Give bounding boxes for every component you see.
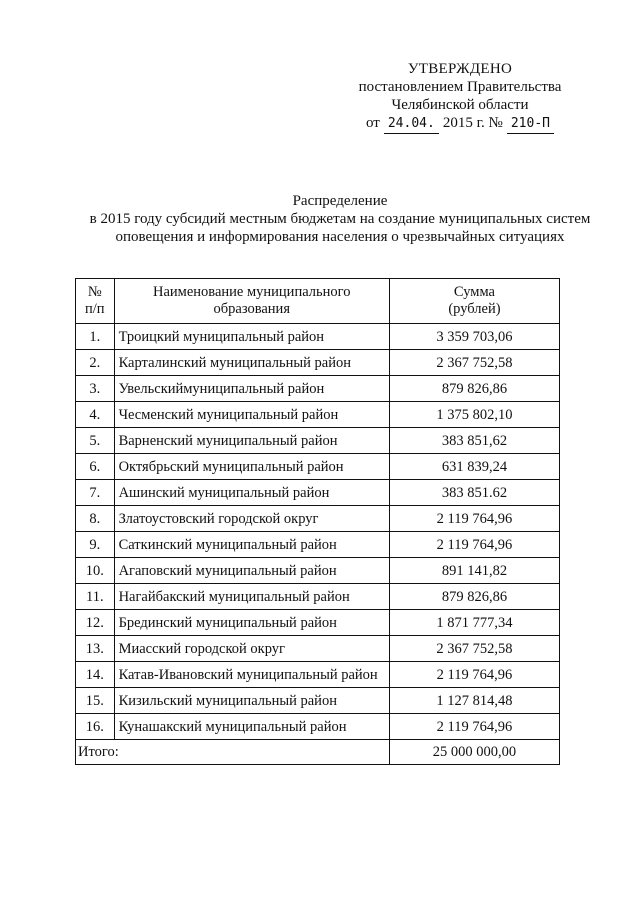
header-sum-line-1: Сумма <box>453 284 495 300</box>
row-num: 14. <box>76 662 115 688</box>
total-label: Итого: <box>76 740 390 765</box>
row-name: Октябрьский муниципальный район <box>114 454 389 480</box>
approval-number: 210-П <box>507 115 554 134</box>
table-row <box>76 636 560 662</box>
row-name: Златоустовский городской округ <box>114 506 389 532</box>
row-name: Варненский муниципальный район <box>114 428 389 454</box>
row-num: 10. <box>76 558 115 584</box>
row-num: 8. <box>76 506 115 532</box>
row-num: 15. <box>76 688 115 714</box>
row-num: 6. <box>76 454 115 480</box>
row-num: 7. <box>76 480 115 506</box>
table-row <box>76 662 560 688</box>
approval-line-1: постановлением Правительства <box>358 79 562 95</box>
header-num-line-1: № <box>87 284 102 300</box>
header-name-line-2: образования <box>213 301 290 317</box>
table-row <box>76 610 560 636</box>
table-row <box>76 350 560 376</box>
row-sum: 1 127 814,48 <box>389 688 559 714</box>
date-prefix: от <box>366 115 380 131</box>
row-name: Троицкий муниципальный район <box>114 324 389 350</box>
year-suffix: 2015 г. № <box>442 115 503 131</box>
row-sum: 1 375 802,10 <box>389 402 559 428</box>
heading-line-2: в 2015 году субсидий местным бюджетам на создание муниципальных систем <box>89 211 591 227</box>
header-name-line-1: Наименование муниципального <box>153 284 351 300</box>
table-row <box>76 714 560 740</box>
row-sum: 383 851.62 <box>389 480 559 506</box>
table-row <box>76 376 560 402</box>
table-row <box>76 324 560 350</box>
heading-line-3: оповещения и информирования населения о чрезвычайных ситуациях <box>115 229 565 245</box>
row-name: Миасский городской округ <box>114 636 389 662</box>
row-num: 2. <box>76 350 115 376</box>
subsidy-table <box>75 278 560 765</box>
row-num: 16. <box>76 714 115 740</box>
row-num: 12. <box>76 610 115 636</box>
row-sum: 2 119 764,96 <box>389 506 559 532</box>
row-num: 5. <box>76 428 115 454</box>
row-sum: 879 826,86 <box>389 376 559 402</box>
row-name: Катав-Ивановский муниципальный район <box>114 662 389 688</box>
table-row <box>76 688 560 714</box>
table-header-row <box>76 279 560 324</box>
approval-stamp <box>330 60 590 134</box>
heading-line-1: Распределение <box>292 193 388 209</box>
header-num-line-2: п/п <box>85 301 105 317</box>
table-row <box>76 402 560 428</box>
header-sum-line-2: (рублей) <box>448 301 501 317</box>
row-name: Карталинский муниципальный район <box>114 350 389 376</box>
row-sum: 631 839,24 <box>389 454 559 480</box>
header-sum <box>389 279 559 324</box>
approval-line-2: Челябинской области <box>391 97 529 113</box>
row-name: Брединский муниципальный район <box>114 610 389 636</box>
table-row <box>76 532 560 558</box>
table-row <box>76 558 560 584</box>
total-row <box>76 740 560 765</box>
row-name: Агаповский муниципальный район <box>114 558 389 584</box>
row-name: Ашинский муниципальный район <box>114 480 389 506</box>
table-row <box>76 584 560 610</box>
row-sum: 2 367 752,58 <box>389 350 559 376</box>
table-row <box>76 480 560 506</box>
approval-date-line <box>330 114 590 134</box>
approval-title: УТВЕРЖДЕНО <box>407 61 513 77</box>
row-num: 4. <box>76 402 115 428</box>
row-sum: 2 119 764,96 <box>389 714 559 740</box>
header-name <box>114 279 389 324</box>
row-name: Чесменский муниципальный район <box>114 402 389 428</box>
row-num: 9. <box>76 532 115 558</box>
row-sum: 2 119 764,96 <box>389 532 559 558</box>
table-row <box>76 428 560 454</box>
row-name: Кунашакский муниципальный район <box>114 714 389 740</box>
row-name: Нагайбакский муниципальный район <box>114 584 389 610</box>
row-num: 11. <box>76 584 115 610</box>
row-num: 13. <box>76 636 115 662</box>
row-num: 1. <box>76 324 115 350</box>
row-name: Саткинский муниципальный район <box>114 532 389 558</box>
total-sum: 25 000 000,00 <box>389 740 559 765</box>
row-num: 3. <box>76 376 115 402</box>
row-sum: 383 851,62 <box>389 428 559 454</box>
table-row <box>76 454 560 480</box>
row-sum: 3 359 703,06 <box>389 324 559 350</box>
row-name: Увельскиймуниципальный район <box>114 376 389 402</box>
row-name: Кизильский муниципальный район <box>114 688 389 714</box>
row-sum: 1 871 777,34 <box>389 610 559 636</box>
row-sum: 891 141,82 <box>389 558 559 584</box>
row-sum: 2 119 764,96 <box>389 662 559 688</box>
approval-date: 24.04. <box>384 115 439 134</box>
table-row <box>76 506 560 532</box>
row-sum: 2 367 752,58 <box>389 636 559 662</box>
header-num <box>76 279 115 324</box>
row-sum: 879 826,86 <box>389 584 559 610</box>
document-heading <box>40 192 640 246</box>
